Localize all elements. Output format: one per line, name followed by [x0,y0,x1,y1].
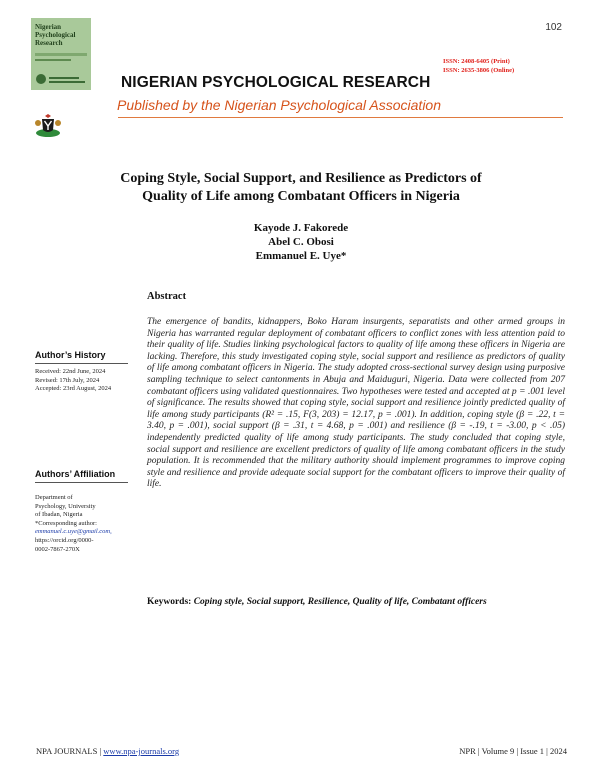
cover-title-line-2: Psychological [35,31,76,39]
keywords-label: Keywords: [147,597,192,607]
paper-title: Coping Style, Social Support, and Resilience as Predictors of Quality of Life among Combatant Officers in Nigeria [120,171,482,204]
keywords-list: Coping style, Social support, Resilience, Quality of life, Combatant officers [193,597,487,607]
cover-seal-icon [36,74,46,84]
author-email-link[interactable]: emmanuel.c.uye@gmail.com, [35,528,112,536]
cover-decor-band [35,53,87,56]
footer-issue-info: NPR | Volume 9 | Issue 1 | 2024 [459,746,567,756]
cover-decor-text [49,81,85,83]
cover-title-line-3: Research [35,39,63,47]
abstract-body: The emergence of bandits, kidnappers, Boko Haram insurgents, separatists and other armed groups in Nigeria has warranted regular deployment of combatant officers to conflict zones with less attention paid to their quality of life. Studies linking psychological factors to quality of life among these officers in Nigeria are lacking. Therefore, this study investigated coping style, social support and resilience as predictors of quality of life among combatant officers in Nigeria. The study adopted cross-sectional survey design using purposive sampling technique to select cantonments in Abuja and Maiduguri, Nigeria. Data were collected from 207 combatant officers using validated questionnaires. Two hypotheses were tested and accepted at p = .001 level of significance. The results showed that coping style, social support and resilience jointly predicted quality of life among study participants (R² = .15, F(3, 203) = 12.17, p = .001). In addition, coping style (β = .22, t = 3.40, p = .001), social support (β = .31, t = 4.68, p = .001) and resilience (β = -.19, t = -3.00, p < .05) independently predicted quality of life among study participants. The study concluded that coping style, social support and resilience are excellent predictors of quality of life among combatant officers in the study population. It is recommended that the military authority should implement programmes to improve coping style and resilience and provide adequate social support for the combatant officers to improve their quality of life. [147,317,565,490]
history-heading: Author’s History [35,350,128,364]
history-details [35,368,133,394]
affiliation-line: of Ibadan, Nigeria [35,511,83,519]
issn-block [443,57,514,75]
accepted-date: Accepted: 23rd August, 2024 [35,385,112,393]
journal-cover-image [31,18,91,90]
coat-of-arms-icon [33,113,63,139]
abstract-heading: Abstract [147,291,187,302]
journal-website-link[interactable]: www.npa-journals.org [103,746,180,756]
issn-print: ISSN: 2408-6405 (Print) [443,58,510,65]
author-2: Abel C. Obosi [268,236,334,248]
publisher-line: Published by the Nigerian Psychological Association [117,97,441,113]
affiliation-line: Psychology, University [35,502,96,510]
received-date: Received: 22nd June, 2024 [35,368,106,375]
journal-title: NIGERIAN PSYCHOLOGICAL RESEARCH [121,74,431,91]
author-3: Emmanuel E. Uye* [255,250,347,262]
author-1: Kayode J. Fakorede [253,222,349,234]
cover-decor-text [49,77,79,79]
header-divider [118,117,563,118]
footer-prefix: NPA JOURNALS | [36,746,104,756]
page-number: 102 [545,22,562,33]
orcid-link[interactable]: 0002-7867-270X [35,545,80,553]
issn-online: ISSN: 2635-3806 (Online) [443,67,515,74]
affiliation-line: Department of [35,494,73,501]
revised-date: Revised: 17th July, 2024 [35,376,100,384]
affiliation-heading: Authors’ Affiliation [35,469,128,483]
orcid-link[interactable]: https://orcid.org/0000- [35,536,94,544]
cover-decor-line [35,59,71,61]
corresponding-author-label: *Corresponding author: [35,519,97,527]
cover-title-line-1: Nigerian [35,23,62,31]
affiliation-details [35,494,133,554]
keywords [147,596,565,608]
footer-publisher [36,746,179,756]
